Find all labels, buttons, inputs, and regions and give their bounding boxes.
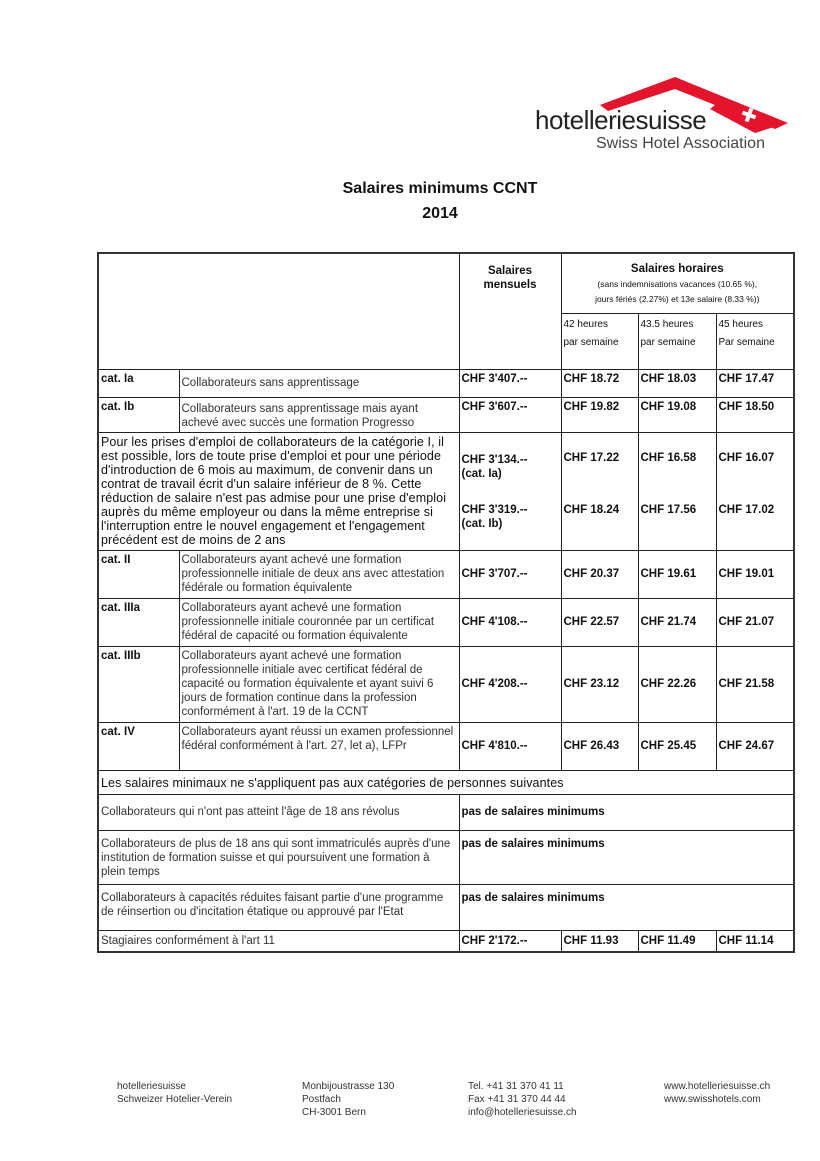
exclusion-description: Collaborateurs à capacités réduites faisant partie d'une programme de réinsertion ou d'incitation étatique ou approuvé par l'Etat — [98, 884, 459, 930]
row-h42: CHF 23.12 — [561, 646, 638, 722]
footer-street: Monbijoustrasse 130 — [302, 1081, 395, 1092]
row-monthly: CHF 3'707.-- — [459, 550, 561, 598]
reduction-monthly-b: CHF 3'319.-- — [461, 503, 528, 516]
row-h435: CHF 22.26 — [638, 646, 716, 722]
table-row — [98, 397, 794, 432]
row-h45: CHF 17.47 — [716, 369, 794, 397]
stagiaires-h42: CHF 11.93 — [561, 930, 638, 952]
exclusion-description: Collaborateurs de plus de 18 ans qui sont immatriculés auprès d'une institution de formation suisse et qui poursuivent une formation à plein temps — [98, 830, 459, 884]
row-description: Collaborateurs ayant achevé une formation professionnelle initiale de deux ans avec attestation fédérale ou formation équivalente — [179, 550, 459, 598]
row-monthly: CHF 4'208.-- — [459, 646, 561, 722]
exclusion-value: pas de salaires minimums — [459, 830, 794, 884]
logo-brand: hotelleriesuisse — [535, 105, 707, 135]
reduction-h435-a: CHF 16.58 — [640, 451, 697, 464]
row-h435: CHF 21.74 — [638, 598, 716, 646]
reduction-row — [98, 432, 794, 550]
col-45-label: 45 heures — [718, 318, 763, 330]
col-435-sub: par semaine — [640, 336, 696, 348]
reduction-monthly-a: CHF 3'134.-- — [461, 453, 528, 466]
reduction-cat-b: (cat. Ib) — [461, 517, 503, 530]
footer-phone: Tel. +41 31 370 41 11 — [468, 1081, 564, 1092]
exclusion-row — [98, 794, 794, 830]
page-title: Salaires minimums CCNT — [342, 180, 538, 197]
row-description: Collaborateurs ayant achevé une formation professionnelle initiale couronnée par un certificat fédéral de capacité ou formation équivalente — [179, 598, 459, 646]
row-h42: CHF 19.82 — [561, 397, 638, 432]
row-h435: CHF 19.08 — [638, 397, 716, 432]
row-h45: CHF 24.67 — [716, 722, 794, 770]
reduction-h435-b: CHF 17.56 — [640, 503, 697, 516]
header-hourly: Salaires horaires — [630, 263, 724, 275]
row-h45: CHF 18.50 — [716, 397, 794, 432]
table-row — [98, 646, 794, 722]
footer-contact — [468, 1080, 577, 1119]
reduction-h45-a: CHF 16.07 — [718, 451, 775, 464]
footer-website-link-2[interactable]: www.swisshotels.com — [664, 1094, 761, 1105]
row-category: cat. IV — [98, 722, 179, 770]
row-monthly: CHF 3'407.-- — [459, 369, 561, 397]
row-h42: CHF 18.72 — [561, 369, 638, 397]
reduction-h435 — [638, 432, 716, 550]
header-empty-cell — [98, 253, 459, 369]
row-h45: CHF 21.07 — [716, 598, 794, 646]
row-monthly: CHF 3'607.-- — [459, 397, 561, 432]
exclusion-value: pas de salaires minimums — [459, 794, 794, 830]
reduction-cat-a: (cat. Ia) — [461, 467, 502, 480]
exclusion-description: Collaborateurs qui n'ont pas atteint l'âge de 18 ans révolus — [98, 794, 459, 830]
table-row — [98, 369, 794, 397]
row-category: cat. IIIa — [98, 598, 179, 646]
hotelleriesuisse-logo — [530, 75, 795, 155]
footer-address — [302, 1080, 394, 1119]
row-h435: CHF 19.61 — [638, 550, 716, 598]
exclusion-title: Les salaires minimaux ne s'appliquent pas aux catégories de personnes suivantes — [98, 770, 794, 794]
header-col-45 — [716, 313, 794, 369]
row-h435: CHF 25.45 — [638, 722, 716, 770]
row-monthly: CHF 4'810.-- — [459, 722, 561, 770]
stagiaires-h435: CHF 11.49 — [638, 930, 716, 952]
table-row — [98, 722, 794, 770]
col-42-label: 42 heures — [563, 318, 608, 330]
row-category: cat. Ia — [98, 369, 179, 397]
reduction-h45-b: CHF 17.02 — [718, 503, 775, 516]
stagiaires-monthly: CHF 2'172.-- — [459, 930, 561, 952]
row-description: Collaborateurs ayant achevé une formation professionnelle initiale avec certificat fédéral de capacité ou formation équivalente et ayant suivi 6 jours de formation continue dans la profession conformément à l'art. 19 de la CCNT — [179, 646, 459, 722]
row-h435: CHF 18.03 — [638, 369, 716, 397]
row-category: cat. Ib — [98, 397, 179, 432]
stagiaires-h45: CHF 11.14 — [716, 930, 794, 952]
col-45-sub: Par semaine — [718, 336, 775, 348]
reduction-h42 — [561, 432, 638, 550]
header-col-42 — [561, 313, 638, 369]
reduction-h42-a: CHF 17.22 — [563, 451, 620, 464]
row-h42: CHF 20.37 — [561, 550, 638, 598]
header-monthly: Salaires mensuels — [459, 253, 561, 369]
row-h45: CHF 21.58 — [716, 646, 794, 722]
header-col-435 — [638, 313, 716, 369]
row-description: Collaborateurs sans apprentissage — [179, 369, 459, 397]
footer-org-name-de: Schweizer Hotelier-Verein — [117, 1094, 233, 1105]
footer-website-link[interactable]: www.hotelleriesuisse.ch — [664, 1081, 771, 1092]
header-hourly-note-2: jours fériés (2.27%) et 13e salaire (8.33 %)) — [595, 294, 760, 304]
exclusion-title-row — [98, 770, 794, 794]
col-435-label: 43.5 heures — [640, 318, 694, 330]
header-hourly-note-1: (sans indemnisations vacances (10.65 %), — [597, 279, 758, 289]
exclusion-row — [98, 884, 794, 930]
row-category: cat. II — [98, 550, 179, 598]
table-row — [98, 550, 794, 598]
page-year: 2014 — [422, 205, 458, 222]
footer-fax: Fax +41 31 370 44 44 — [468, 1094, 566, 1105]
logo-tagline: Swiss Hotel Association — [596, 135, 765, 152]
header-hourly-cell — [561, 253, 794, 313]
reduction-text: Pour les prises d'emploi de collaborateurs de la catégorie I, il est possible, lors de toute prise d'emploi et pour une période d'introduction de 6 mois au maximum, de convenir dans un contrat de travail écrit d'un salaire inférieur de 8 %. Cette réduction de salaire n'est pas admise pour une prise d'emploi auprès du même employeur ou dans la même entreprise si l'interruption entre le nouvel engagement et l'engagement précédent est de moins de 2 ans — [98, 432, 459, 550]
row-h45: CHF 19.01 — [716, 550, 794, 598]
exclusion-row — [98, 830, 794, 884]
reduction-h42-b: CHF 18.24 — [563, 503, 620, 516]
reduction-h45 — [716, 432, 794, 550]
row-description: Collaborateurs sans apprentissage mais ayant achevé avec succès une formation Progresso — [179, 397, 459, 432]
row-description: Collaborateurs ayant réussi un examen professionnel fédéral conformément à l'art. 27, let a), LFPr — [179, 722, 459, 770]
footer-city: CH-3001 Bern — [302, 1107, 366, 1118]
footer-postbox: Postfach — [302, 1094, 341, 1105]
header-row — [98, 253, 794, 313]
reduction-monthly — [459, 432, 561, 550]
row-h42: CHF 22.57 — [561, 598, 638, 646]
exclusion-value: pas de salaires minimums — [459, 884, 794, 930]
footer-org — [117, 1080, 232, 1106]
stagiaires-description: Stagiaires conformément à l'art 11 — [98, 930, 459, 952]
row-h42: CHF 26.43 — [561, 722, 638, 770]
stagiaires-row — [98, 930, 794, 952]
footer-web — [664, 1080, 770, 1106]
row-category: cat. IIIb — [98, 646, 179, 722]
salary-table — [97, 252, 795, 953]
footer-org-name: hotelleriesuisse — [117, 1081, 186, 1092]
table-row — [98, 598, 794, 646]
col-42-sub: par semaine — [563, 336, 619, 348]
footer-email-link[interactable]: info@hotelleriesuisse.ch — [468, 1107, 577, 1118]
row-monthly: CHF 4'108.-- — [459, 598, 561, 646]
